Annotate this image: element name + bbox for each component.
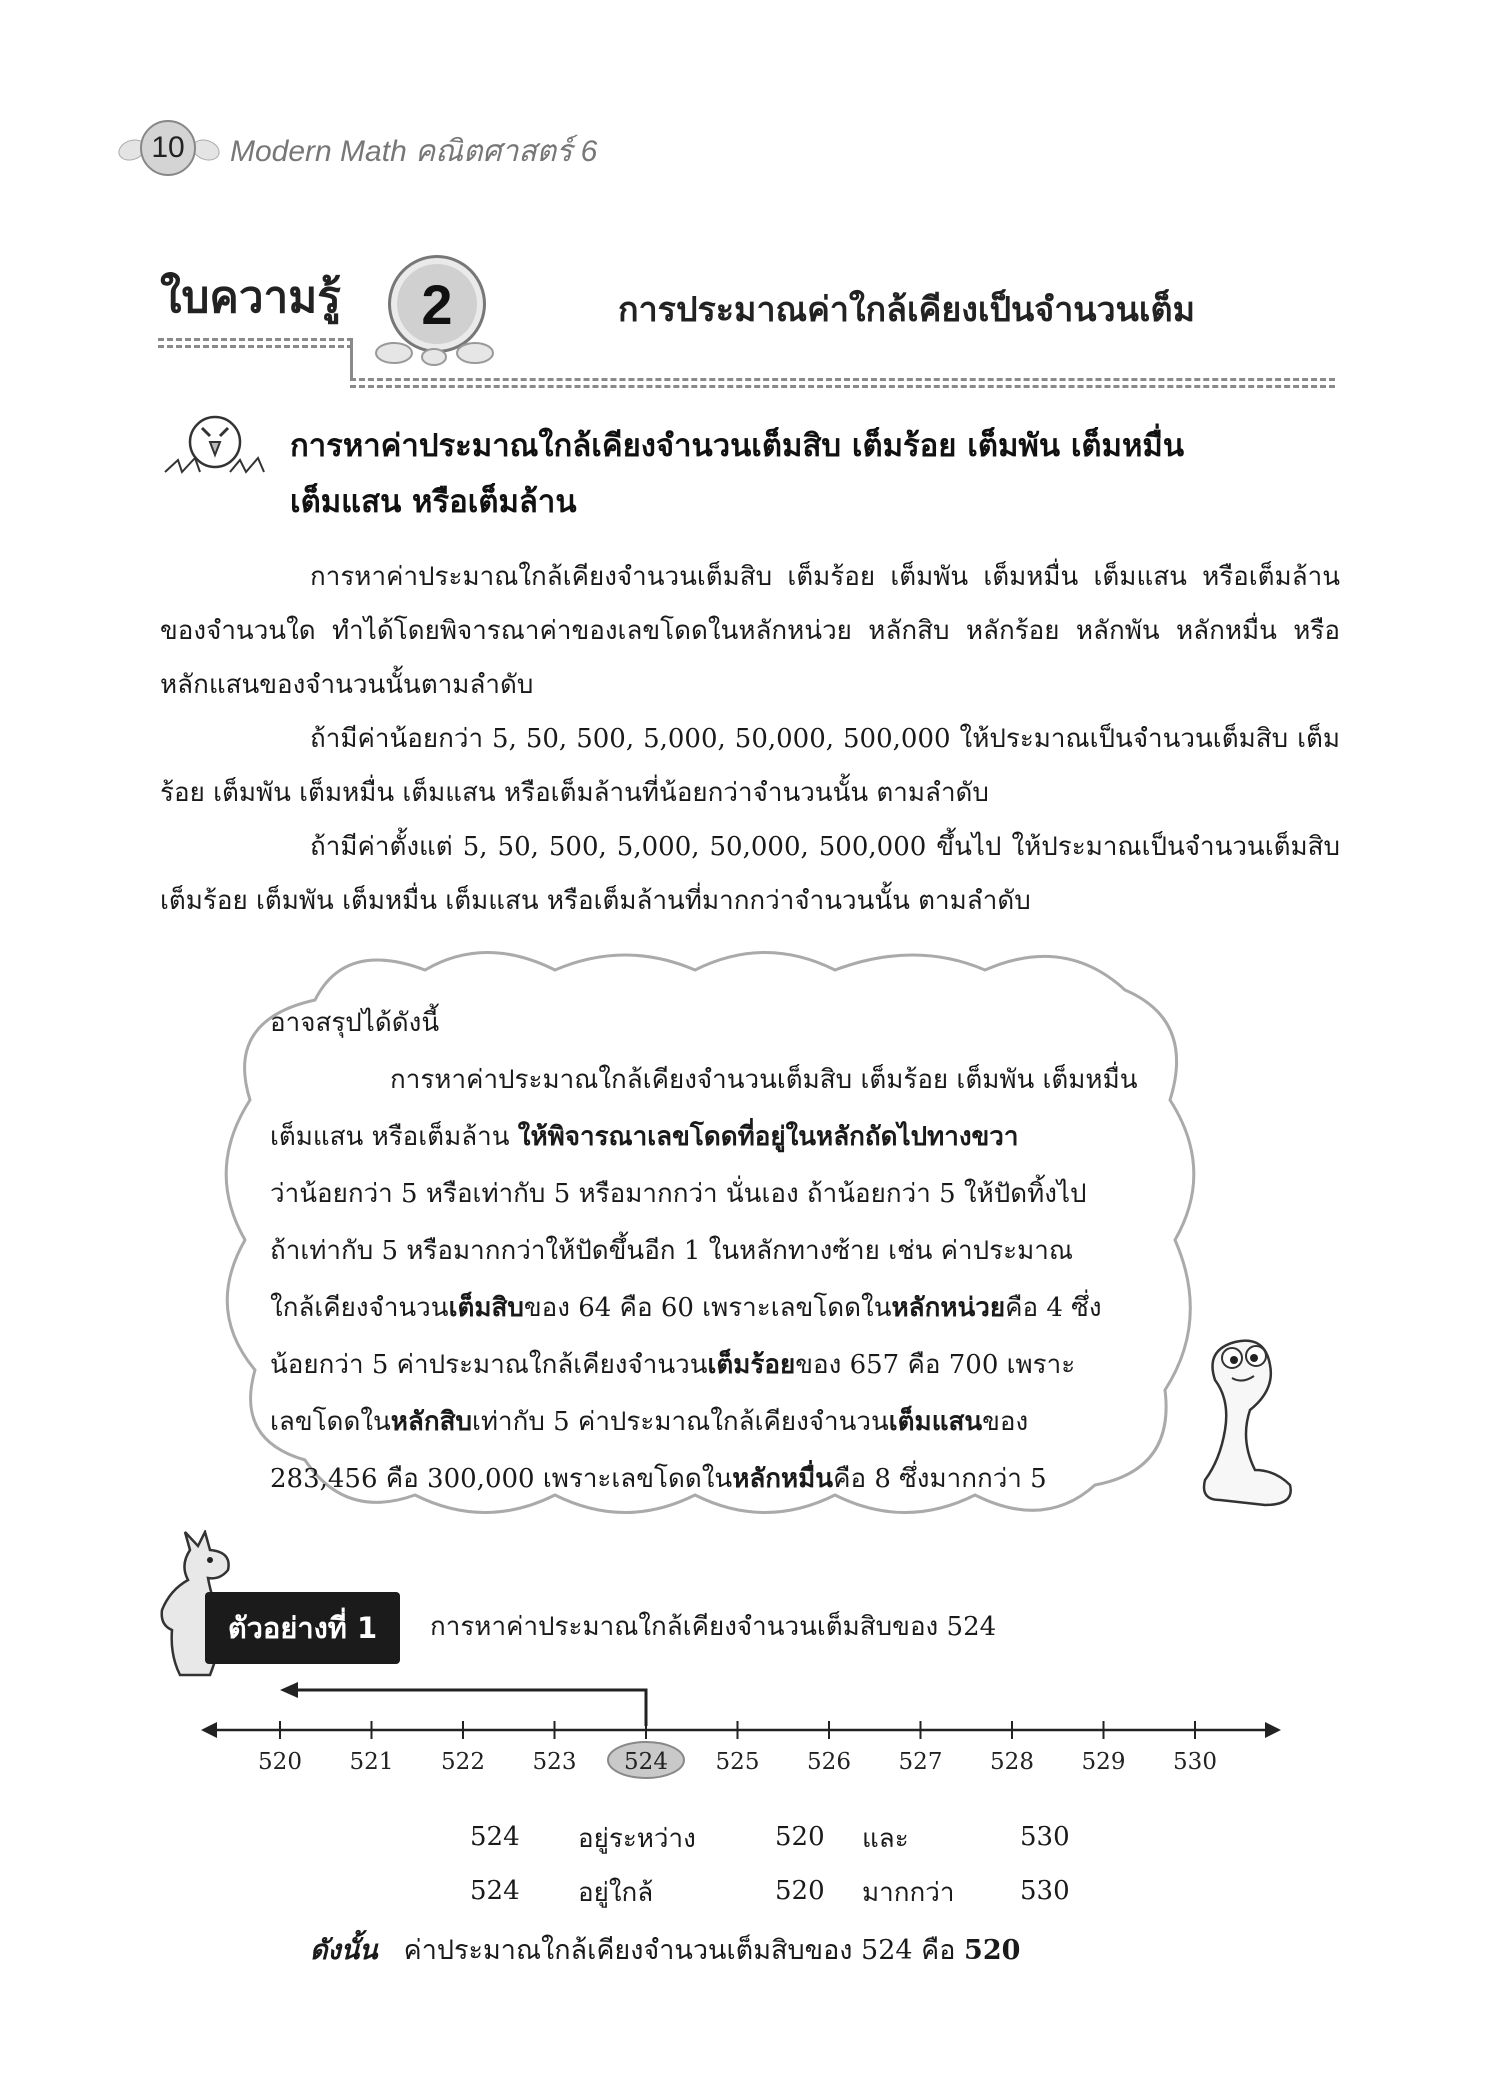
axis-left-arrowhead xyxy=(201,1722,217,1738)
summary-emphasis: เต็มแสน xyxy=(888,1407,983,1437)
summary-line-text: เต็มแสน หรือเต็มล้าน xyxy=(270,1122,518,1152)
title-underline xyxy=(158,345,353,348)
summary-line-text: การหาค่าประมาณใกล้เคียงจำนวนเต็มสิบ เต็มร้อย เต็มพัน เต็มหมื่น xyxy=(390,1065,1138,1095)
conclusion-lead: ดังนั้น xyxy=(310,1935,378,1966)
compare-lower: 520 xyxy=(775,1876,825,1906)
summary-line-text: 283,456 คือ 300,000 เพราะเลขโดดใน xyxy=(270,1464,733,1494)
compare-number: 524 xyxy=(470,1876,520,1906)
compare-relation: อยู่ระหว่าง xyxy=(578,1824,696,1854)
paragraph-round-down: ถ้ามีค่าน้อยกว่า 5, 50, 500, 5,000, 50,000, 500,000 ให้ประมาณเป็นจำนวนเต็มสิบ เต็มร้อย เต็มพัน เต็มหมื่น เต็มแสน หรือเต็มล้านที่น้อยกว่าจำนวนนั้น ตามลำดับ xyxy=(160,724,1340,808)
tick-label: 522 xyxy=(441,1749,485,1775)
rounding-arrowhead xyxy=(280,1682,298,1698)
conclusion-text: ค่าประมาณใกล้เคียงจำนวนเต็มสิบของ 524 คือ xyxy=(403,1935,965,1966)
tick-label: 528 xyxy=(990,1749,1034,1775)
summary-line-text: น้อยกว่า 5 ค่าประมาณใกล้เคียงจำนวน xyxy=(270,1350,708,1380)
summary-line xyxy=(270,1394,1170,1451)
summary-emphasis: หลักหมื่น xyxy=(732,1464,834,1494)
summary-intro: อาจสรุปได้ดังนี้ xyxy=(270,1008,440,1038)
paragraph-method: การหาค่าประมาณใกล้เคียงจำนวนเต็มสิบ เต็มร้อย เต็มพัน เต็มหมื่น เต็มแสน หรือเต็มล้านของจำนวนใด ทำได้โดยพิจารณาค่าของเลขโดดในหลักหน่วย หลักสิบ หลักร้อย หลักพัน หลักหมื่น หรือหลักแสนของจำนวนนั้นตามลำดับ xyxy=(160,562,1340,700)
tick-label: 526 xyxy=(807,1749,851,1775)
summary-emphasis: เต็มร้อย xyxy=(707,1350,796,1380)
number-line xyxy=(195,1668,1285,1788)
title-underline xyxy=(350,378,1335,381)
title-underline-step xyxy=(350,338,353,380)
compare-relation: อยู่ใกล้ xyxy=(578,1878,654,1908)
sheet-label: ใบความรู้ xyxy=(160,272,341,323)
rounding-arrow xyxy=(294,1690,646,1726)
running-header xyxy=(118,118,718,178)
page-number: 10 xyxy=(140,120,196,176)
tick-label: 520 xyxy=(258,1749,302,1775)
axis-right-arrowhead xyxy=(1265,1722,1281,1738)
compare-number: 524 xyxy=(470,1822,520,1852)
compare-upper: 530 xyxy=(1020,1876,1070,1906)
conclusion-answer: 520 xyxy=(964,1935,1021,1966)
summary-text xyxy=(270,995,1170,1508)
section-heading xyxy=(290,418,1350,530)
summary-line-text: ของ xyxy=(982,1407,1029,1437)
title-underline xyxy=(158,338,353,341)
summary-line xyxy=(270,1109,1170,1166)
summary-line-text: ใกล้เคียงจำนวน xyxy=(270,1293,449,1323)
summary-emphasis: หลักหน่วย xyxy=(891,1293,1006,1323)
book-title: Modern Math คณิตศาสตร์ 6 xyxy=(230,135,598,168)
tick-label: 529 xyxy=(1081,1749,1126,1775)
section-heading-line: การหาค่าประมาณใกล้เคียงจำนวนเต็มสิบ เต็มร้อย เต็มพัน เต็มหมื่น xyxy=(290,428,1185,464)
summary-line: ถ้าเท่ากับ 5 หรือมากกว่าให้ปัดขึ้นอีก 1 ในหลักทางซ้าย เช่น ค่าประมาณ xyxy=(270,1236,1073,1266)
example-badge: ตัวอย่างที่ 1 xyxy=(205,1592,400,1664)
worm-mascot-icon xyxy=(1180,1320,1320,1510)
tick-label: 527 xyxy=(898,1749,943,1775)
compare-conjunction: มากกว่า xyxy=(862,1878,955,1908)
compare-upper: 530 xyxy=(1020,1822,1070,1852)
summary-emphasis: ให้พิจารณาเลขโดดที่อยู่ในหลักถัดไปทางขวา xyxy=(517,1122,1019,1152)
tick-label: 530 xyxy=(1173,1749,1217,1775)
example-title: การหาค่าประมาณใกล้เคียงจำนวนเต็มสิบของ 524 xyxy=(430,1612,997,1642)
summary-line-text: คือ 8 ซึ่งมากกว่า 5 xyxy=(833,1464,1047,1494)
sheet-number-badge: 2 xyxy=(388,255,486,353)
summary-line-text: คือ 4 ซึ่ง xyxy=(1005,1293,1102,1323)
summary-line-text: ของ 64 คือ 60 เพราะเลขโดดใน xyxy=(523,1293,892,1323)
paragraph-round-up: ถ้ามีค่าตั้งแต่ 5, 50, 500, 5,000, 50,000, 500,000 ขึ้นไป ให้ประมาณเป็นจำนวนเต็มสิบ เต็มร้อย เต็มพัน เต็มหมื่น เต็มแสน หรือเต็มล้านที่มากกว่าจำนวนนั้น ตามลำดับ xyxy=(160,832,1340,916)
title-underline xyxy=(350,385,1335,388)
compare-conjunction: และ xyxy=(862,1824,909,1854)
conclusion xyxy=(310,1928,1020,1971)
summary-line xyxy=(270,1337,1170,1394)
summary-line-text: เท่ากับ 5 ค่าประมาณใกล้เคียงจำนวน xyxy=(471,1407,889,1437)
summary-line-text: ของ 657 คือ 700 เพราะ xyxy=(795,1350,1076,1380)
summary-emphasis: เต็มสิบ xyxy=(448,1293,524,1323)
badge-leaves-decoration xyxy=(372,335,497,370)
sheet-topic: การประมาณค่าใกล้เคียงเป็นจำนวนเต็ม xyxy=(618,290,1195,330)
section-heading-line: เต็มแสน หรือเต็มล้าน xyxy=(290,484,577,520)
summary-line xyxy=(270,1451,1170,1508)
summary-line: ว่าน้อยกว่า 5 หรือเท่ากับ 5 หรือมากกว่า นั่นเอง ถ้าน้อยกว่า 5 ให้ปัดทิ้งไป xyxy=(270,1179,1087,1209)
tick-label: 525 xyxy=(715,1749,760,1775)
tick-label: 523 xyxy=(532,1749,577,1775)
summary-line xyxy=(270,1280,1170,1337)
tick-label: 524 xyxy=(624,1749,668,1775)
summary-line xyxy=(270,1052,1170,1109)
summary-line-text: เลขโดดใน xyxy=(270,1407,391,1437)
compare-lower: 520 xyxy=(775,1822,825,1852)
summary-emphasis: หลักสิบ xyxy=(390,1407,472,1437)
bird-icon xyxy=(160,410,270,480)
tick-label: 521 xyxy=(349,1749,394,1775)
